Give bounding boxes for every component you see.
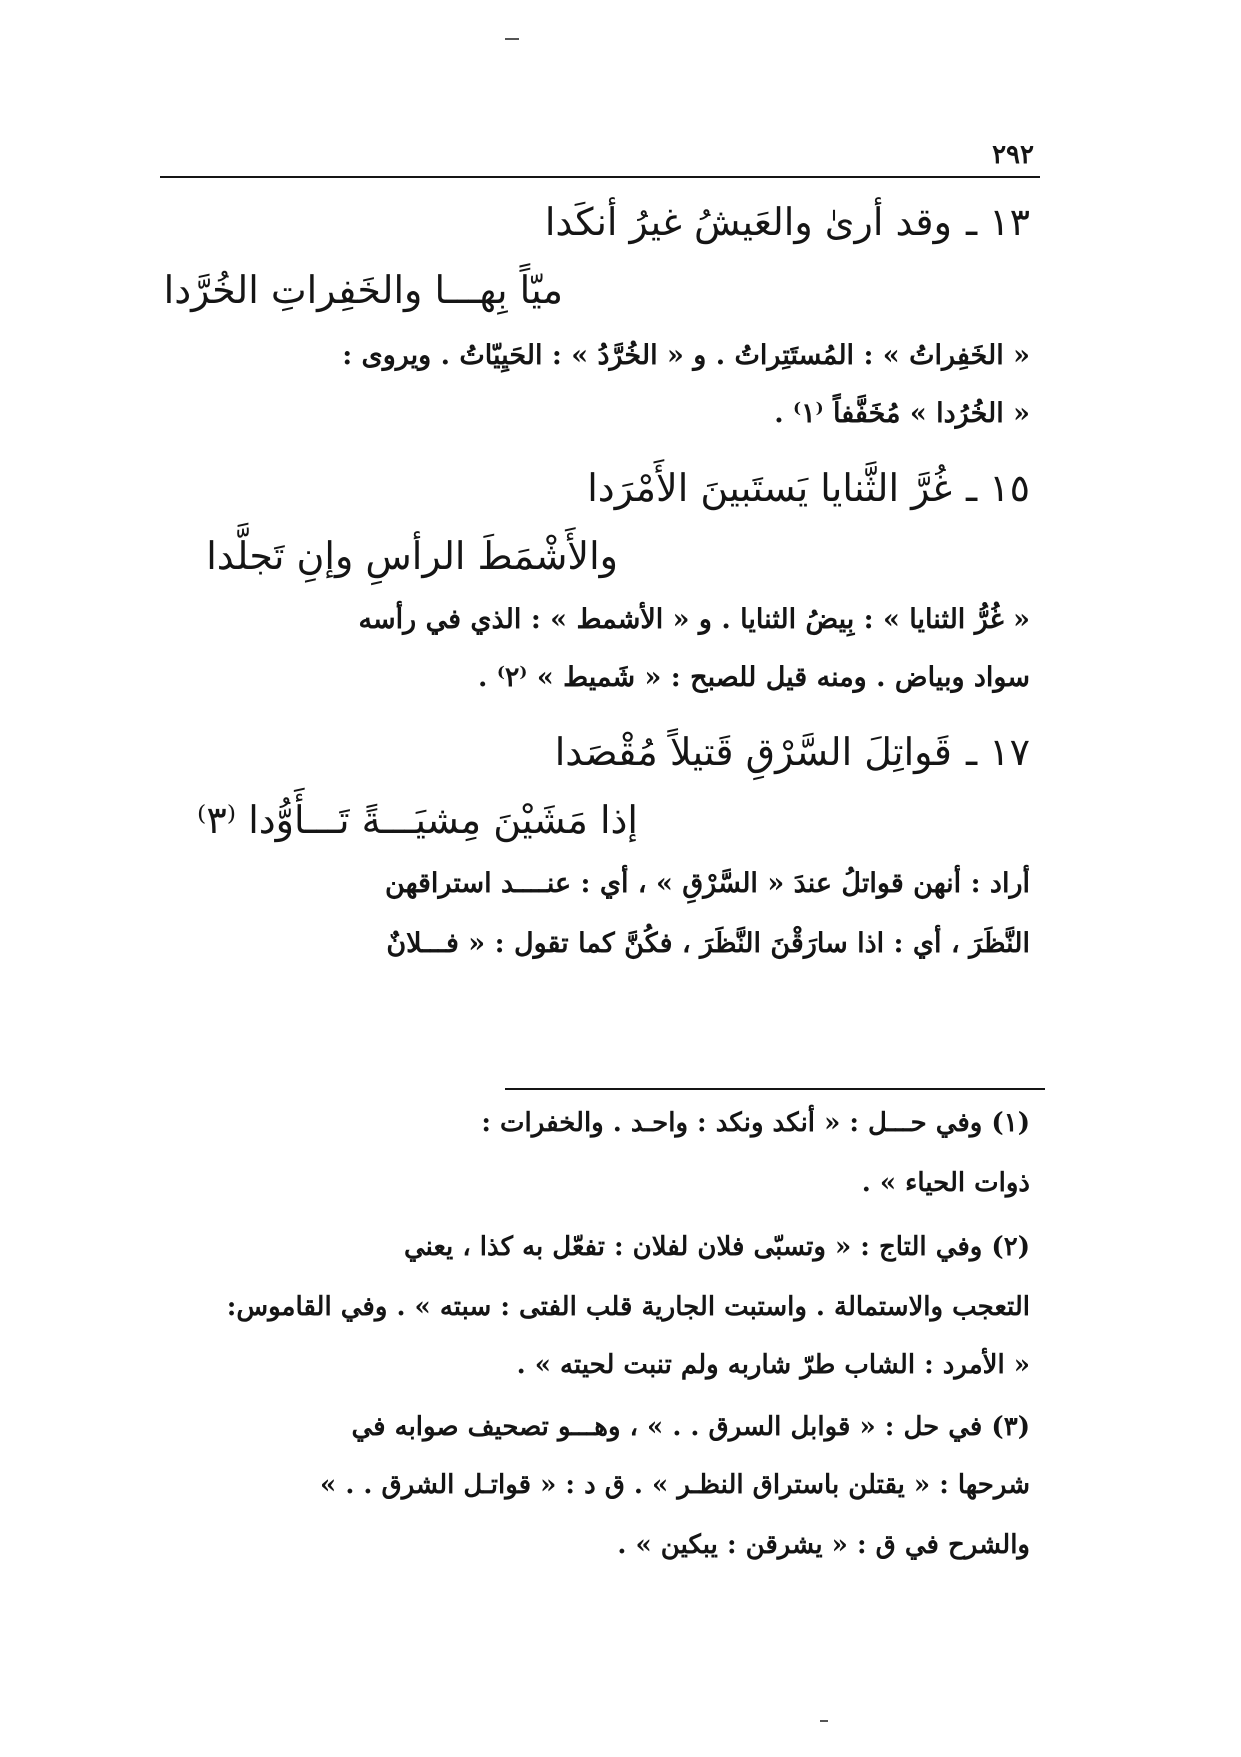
- page-number: ٢٩٢: [992, 140, 1034, 170]
- footnote-line: (١) وفي حـــل : « أنكد ونكد : واحـد . والخفرات :: [481, 1108, 1030, 1138]
- footnote-line: (٢) وفي التاج : « وتسبّى فلان لفلان : تفعّل به كذا ، يعني: [403, 1232, 1030, 1262]
- commentary-line: « الخُرُدا » مُخَفَّفاً ⁽١⁾ .: [774, 398, 1030, 429]
- verse-text: قَواتِلَ السَّرْقِ قَتيلاً مُقْصَدا: [554, 730, 952, 774]
- commentary-line: « غُرُّ الثنايا » : بِيضُ الثنايا . و « الأشمط » : الذي في رأسه: [358, 604, 1030, 635]
- footnote-line: شرحها : « يقتلن باستراق النظـر » . ق د : « قواتـل الشرق . . »: [320, 1470, 1030, 1500]
- footnote-line: ذوات الحياء » .: [861, 1168, 1030, 1198]
- verse-13-first-hemistich: [545, 200, 1030, 244]
- commentary-line: « الخَفِراتُ » : المُستَتِراتُ . و « الخُرَّدُ » : الحَيِيّاتُ . ويروى :: [342, 340, 1030, 371]
- verse-text: غُرَّ الثَّنايا يَستَبينَ الأَمْرَدا: [587, 466, 952, 510]
- commentary-line: النَّظَرَ ، أي : اذا سارَقْنَ النَّظَرَ ، فكُنَّ كما تقول : « فـــلانٌ: [386, 928, 1030, 959]
- verse-15-first-hemistich: [587, 466, 1030, 510]
- print-mark: [820, 1720, 828, 1722]
- footnote-line: (٣) في حل : « قوابل السرق . . » ، وهـــو تصحيف صوابه في: [351, 1412, 1030, 1442]
- commentary-line: سواد وبياض . ومنه قيل للصبح : « شَميط » ⁽٢⁾ .: [478, 662, 1030, 693]
- footnote-rule: [505, 1088, 1045, 1090]
- print-mark: [505, 38, 519, 40]
- header-rule: [160, 176, 1040, 178]
- verse-15-second-hemistich: والأَشْمَطَ الرأسِ وإنِ تَجلَّدا: [206, 534, 618, 578]
- verse-number: ١٣ ـ: [965, 200, 1030, 244]
- verse-13-second-hemistich: ميّاً بِهـــا والخَفِراتِ الخُرَّدا: [163, 268, 563, 312]
- commentary-line: أراد : أنهن قواتلُ عندَ « السَّرْقِ » ، أي : عنــــد استراقهن: [385, 868, 1030, 899]
- footnote-line: « الأمرد : الشاب طرّ شاربه ولم تنبت لحيته » .: [516, 1350, 1030, 1380]
- verse-17-second-hemistich: إذا مَشَيْنَ مِشيَـــةً تَـــأَوُّدا ⁽٣⁾: [197, 798, 638, 842]
- verse-number: ١٥ ـ: [965, 466, 1030, 510]
- verse-number: ١٧ ـ: [965, 730, 1030, 774]
- verse-17-first-hemistich: [555, 730, 1030, 774]
- verse-text: وقد أرىٰ والعَيشُ غيرُ أنكَدا: [544, 200, 952, 244]
- footnote-line: التعجب والاستمالة . واستبت الجارية قلب الفتى : سبته » . وفي القاموس:: [226, 1292, 1030, 1322]
- footnote-line: والشرح في ق : « يشرقن : يبكين » .: [617, 1530, 1030, 1560]
